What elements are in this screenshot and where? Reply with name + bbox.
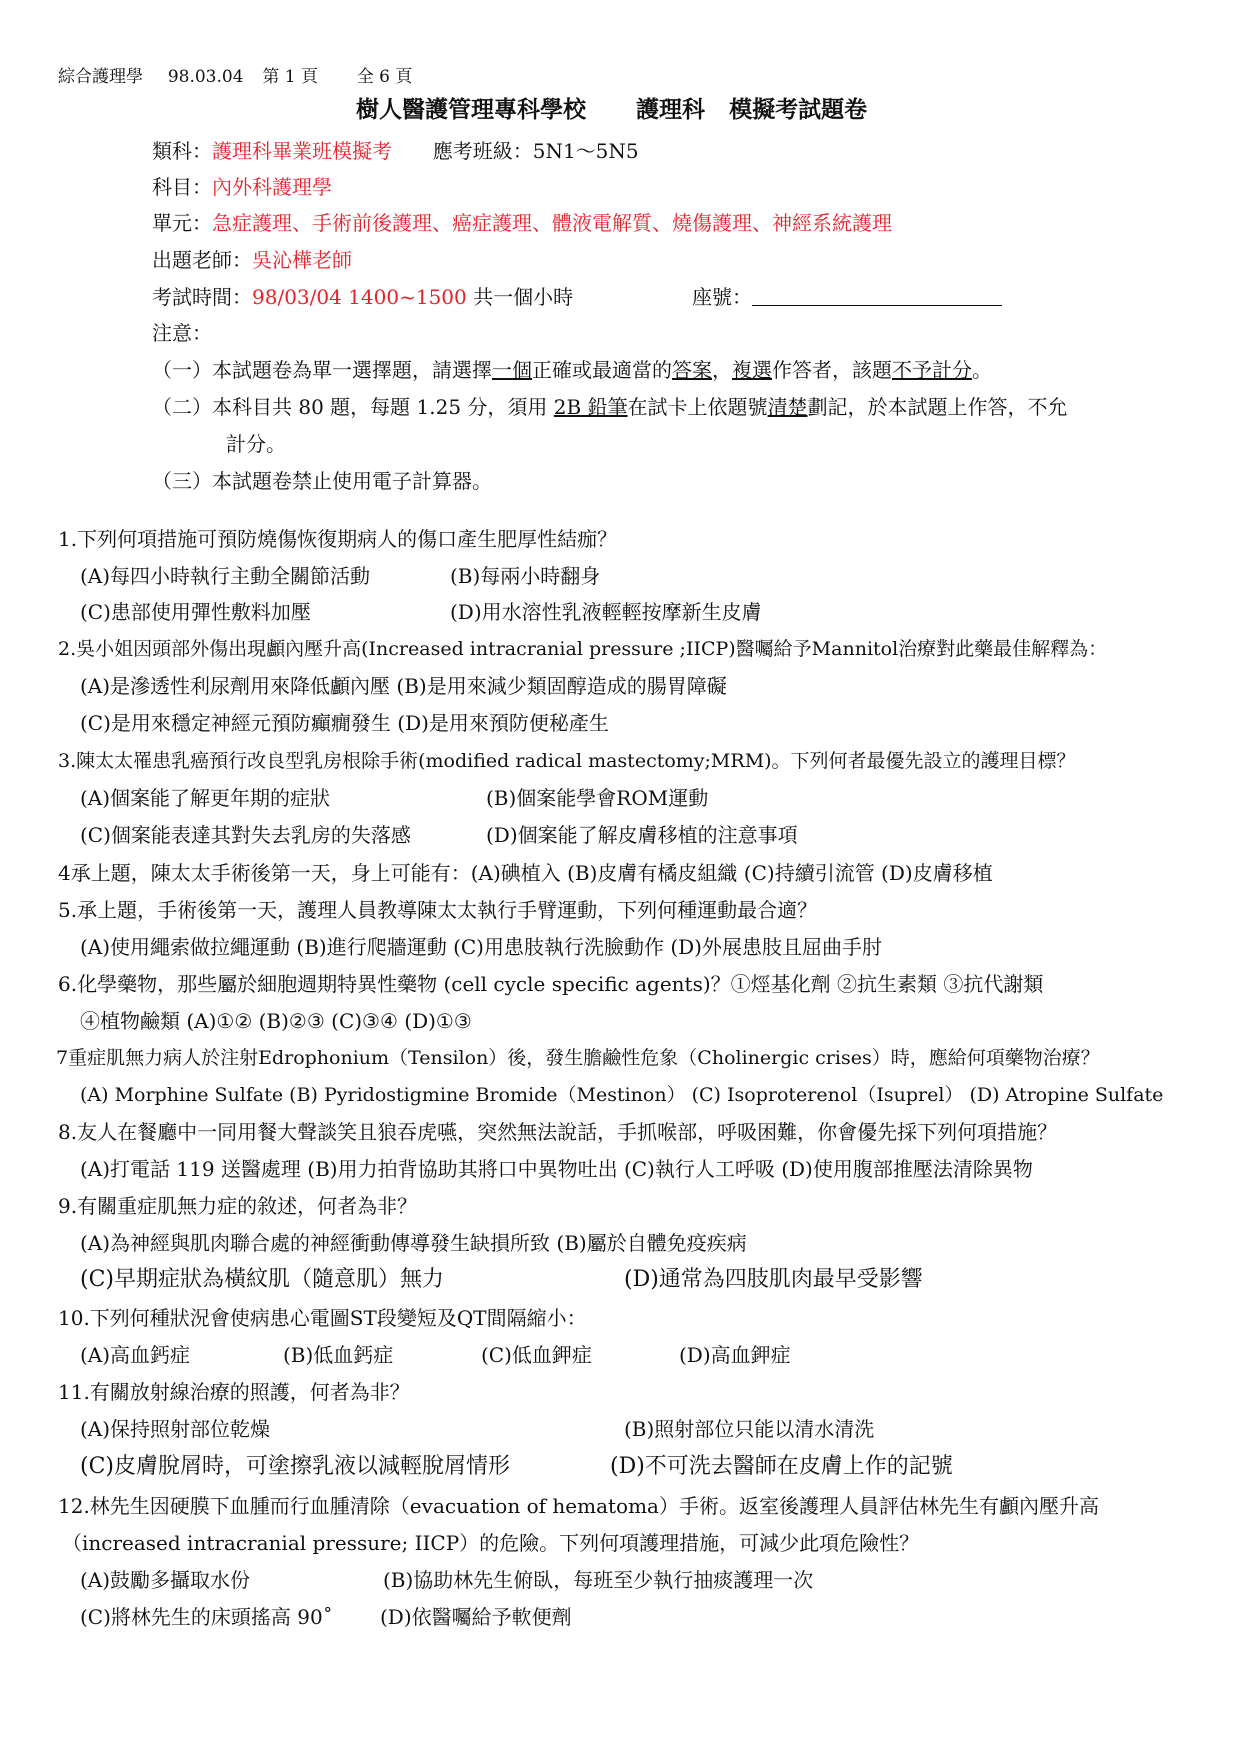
meta-teacher bbox=[152, 247, 352, 273]
notice-2 bbox=[152, 394, 1068, 420]
q5-options: (A)使用繩索做拉繩運動 (B)進行爬牆運動 (C)用患肢執行洗臉動作 (D)外展患肢且屈曲手肘 bbox=[80, 935, 882, 959]
notice-1-text-h: 不予計分 bbox=[892, 358, 972, 382]
question-7: 7重症肌無力病人於注射Edrophonium（Tensilon）後，發生膽鹼性危象（Cholinergic crises）時，應給何項藥物治療？ bbox=[56, 1047, 1100, 1069]
q10-option-b: (B)低血鈣症 bbox=[283, 1343, 394, 1367]
question-8: 8.友人在餐廳中一同用餐大聲談笑且狼吞虎嚥，突然無法說話，手抓喉部，呼吸困難，你會優先採下列何項措施？ bbox=[58, 1120, 1058, 1144]
page-title bbox=[356, 97, 867, 123]
q11-option-d: (D)不可洗去醫師在皮膚上作的記號 bbox=[610, 1454, 953, 1479]
question-1: 1.下列何項措施可預防燒傷恢復期病人的傷口產生肥厚性結痂？ bbox=[58, 527, 618, 551]
question-6: 6.化學藥物，那些屬於細胞週期特異性藥物 (cell cycle specific agents)？①烴基化劑 ②抗生素類 ③抗代謝類 bbox=[58, 972, 1044, 996]
notice-1-text-d: 答案 bbox=[672, 358, 712, 382]
title-school: 樹人醫護管理專科學校 bbox=[356, 96, 586, 123]
q3-option-d: (D)個案能了解皮膚移植的注意事項 bbox=[486, 823, 798, 847]
question-4: 4承上題，陳太太手術後第一天，身上可能有：(A)碘植入 (B)皮膚有橘皮組織 (C)持續引流管 (D)皮膚移植 bbox=[58, 861, 993, 885]
seat-label: 座號： bbox=[692, 285, 752, 309]
teacher-label: 出題老師： bbox=[152, 248, 252, 272]
q1-option-d: (D)用水溶性乳液輕輕按摩新生皮膚 bbox=[450, 600, 762, 624]
meta-unit bbox=[152, 210, 892, 236]
title-exam: 模擬考試題卷 bbox=[729, 96, 868, 123]
notice-1-text-f: 複選 bbox=[732, 358, 772, 382]
q12-option-d: (D)依醫囑給予軟便劑 bbox=[380, 1605, 572, 1629]
class-label: 應考班級：5N1～5N5 bbox=[432, 139, 639, 163]
unit-value: 急症護理、手術前後護理、癌症護理、體液電解質、燒傷護理、神經系統護理 bbox=[212, 211, 892, 235]
q12-option-a: (A)鼓勵多攝取水份 bbox=[80, 1568, 251, 1592]
q9-option-d: (D)通常為四肢肌肉最早受影響 bbox=[624, 1267, 923, 1292]
category-label: 類科： bbox=[152, 139, 212, 163]
question-5: 5.承上題，手術後第一天，護理人員教導陳太太執行手臂運動，下列何種運動最合適？ bbox=[58, 898, 818, 922]
notice-2-text-e: 劃記，於本試題上作答，不允 bbox=[807, 395, 1068, 419]
notice-label: 注意： bbox=[152, 321, 212, 345]
q10-option-a: (A)高血鈣症 bbox=[80, 1343, 191, 1367]
q1-option-a: (A)每四小時執行主動全關節活動 bbox=[80, 564, 371, 588]
q1-option-b: (B)每兩小時翻身 bbox=[450, 564, 601, 588]
unit-label: 單元： bbox=[152, 211, 212, 235]
time-value: 98/03/04 1400~1500 bbox=[252, 285, 467, 309]
q9-option-c: (C)早期症狀為橫紋肌（隨意肌）無力 bbox=[80, 1267, 445, 1292]
q3-option-a: (A)個案能了解更年期的症狀 bbox=[80, 786, 331, 810]
seat-blank bbox=[752, 285, 1002, 306]
q2-options-ab: (A)是滲透性利尿劑用來降低顱內壓 (B)是用來減少類固醇造成的腸胃障礙 bbox=[80, 674, 727, 698]
subject-value: 內外科護理學 bbox=[212, 175, 332, 199]
q3-option-c: (C)個案能表達其對失去乳房的失落感 bbox=[80, 823, 411, 847]
notice-1 bbox=[152, 357, 992, 383]
q1-option-c: (C)患部使用彈性敷料加壓 bbox=[80, 600, 311, 624]
notice-1-text-i: 。 bbox=[972, 358, 992, 382]
time-label: 考試時間： bbox=[152, 285, 252, 309]
page-header bbox=[58, 64, 412, 90]
subject-label: 科目： bbox=[152, 175, 212, 199]
notice-2-text-b: 2B 鉛筆 bbox=[553, 395, 628, 419]
question-12-cont: （increased intracranial pressure; IICP）的危險。下列何項護理措施，可減少此項危險性？ bbox=[62, 1531, 920, 1555]
notice-1-text-g: 作答者，該題 bbox=[772, 358, 892, 382]
header-total: 全 6 頁 bbox=[356, 67, 413, 87]
q9-options-ab: (A)為神經與肌肉聯合處的神經衝動傳導發生缺損所致 (B)屬於自體免疫疾病 bbox=[80, 1231, 747, 1255]
notice-3-num: （三） bbox=[152, 469, 212, 493]
notice-2-text-a: 本科目共 80 題，每題 1.25 分，須用 bbox=[212, 395, 554, 419]
time-note: 共一個小時 bbox=[473, 285, 574, 309]
question-11: 11.有關放射線治療的照護，何者為非？ bbox=[58, 1380, 410, 1404]
seat-field bbox=[692, 284, 1002, 310]
notice-1-text-e: ， bbox=[712, 358, 732, 382]
meta-category bbox=[152, 138, 639, 164]
header-date: 98.03.04 bbox=[167, 67, 244, 87]
question-3: 3.陳太太罹患乳癌預行改良型乳房根除手術(modified radical mastectomy;MRM)。下列何者最優先設立的護理目標？ bbox=[58, 750, 1076, 772]
notice-2-num: （二） bbox=[152, 395, 212, 419]
notice-1-text-b: 一個 bbox=[492, 358, 532, 382]
q11-option-c: (C)皮膚脫屑時，可塗擦乳液以減輕脫屑情形 bbox=[80, 1454, 511, 1479]
notice-2-text-d: 清楚 bbox=[767, 395, 808, 419]
notice-2-cont: 計分。 bbox=[226, 432, 286, 456]
notice-2-text-c: 在試卡上依題號 bbox=[627, 395, 768, 419]
q6-options: ④植物鹼類 (A)①② (B)②③ (C)③④ (D)①③ bbox=[80, 1009, 472, 1033]
category-value: 護理科畢業班模擬考 bbox=[212, 139, 392, 163]
notice-1-text-a: 本試題卷為單一選擇題，請選擇 bbox=[212, 358, 492, 382]
question-9: 9.有關重症肌無力症的敘述，何者為非？ bbox=[58, 1194, 418, 1218]
question-2: 2.吳小姐因頭部外傷出現顱內壓升高(Increased intracranial pressure ;IICP)醫囑給予Mannitol治療對此藥最佳解釋為： bbox=[58, 638, 1108, 660]
q7-options: (A) Morphine Sulfate (B) Pyridostigmine Bromide（Mestinon） (C) Isoproterenol（Isuprel） (D) Atropine Sulfate bbox=[80, 1084, 1164, 1106]
q11-option-b: (B)照射部位只能以清水清洗 bbox=[624, 1417, 875, 1441]
q8-options: (A)打電話 119 送醫處理 (B)用力拍背協助其將口中異物吐出 (C)執行人工呼吸 (D)使用腹部推壓法清除異物 bbox=[80, 1157, 1033, 1181]
header-page: 第 1 頁 bbox=[262, 67, 318, 87]
meta-subject bbox=[152, 174, 332, 200]
notice-3 bbox=[152, 468, 492, 494]
notice-1-text-c: 正確或最適當的 bbox=[532, 358, 672, 382]
teacher-value: 吳沁樺老師 bbox=[252, 248, 352, 272]
header-course: 綜合護理學 bbox=[58, 67, 143, 87]
q2-options-cd: (C)是用來穩定神經元預防癲癇發生 (D)是用來預防便秘產生 bbox=[80, 711, 609, 735]
meta-time bbox=[152, 284, 573, 310]
q12-option-c: (C)將林先生的床頭搖高 90˚ bbox=[80, 1605, 333, 1629]
question-10: 10.下列何種狀況會使病患心電圖ST段變短及QT間隔縮小： bbox=[58, 1306, 587, 1330]
title-dept: 護理科 bbox=[636, 96, 706, 123]
notice-1-num: （一） bbox=[152, 358, 212, 382]
q10-option-c: (C)低血鉀症 bbox=[481, 1343, 592, 1367]
q3-option-b: (B)個案能學會ROM運動 bbox=[486, 786, 709, 810]
q10-option-d: (D)高血鉀症 bbox=[679, 1343, 791, 1367]
q11-option-a: (A)保持照射部位乾燥 bbox=[80, 1417, 271, 1441]
q12-option-b: (B)協助林先生俯臥，每班至少執行抽痰護理一次 bbox=[383, 1568, 814, 1592]
notice-3-text: 本試題卷禁止使用電子計算器。 bbox=[212, 469, 492, 493]
question-12: 12.林先生因硬膜下血腫而行血腫清除（evacuation of hematoma）手術。返室後護理人員評估林先生有顱內壓升高 bbox=[58, 1494, 1099, 1518]
